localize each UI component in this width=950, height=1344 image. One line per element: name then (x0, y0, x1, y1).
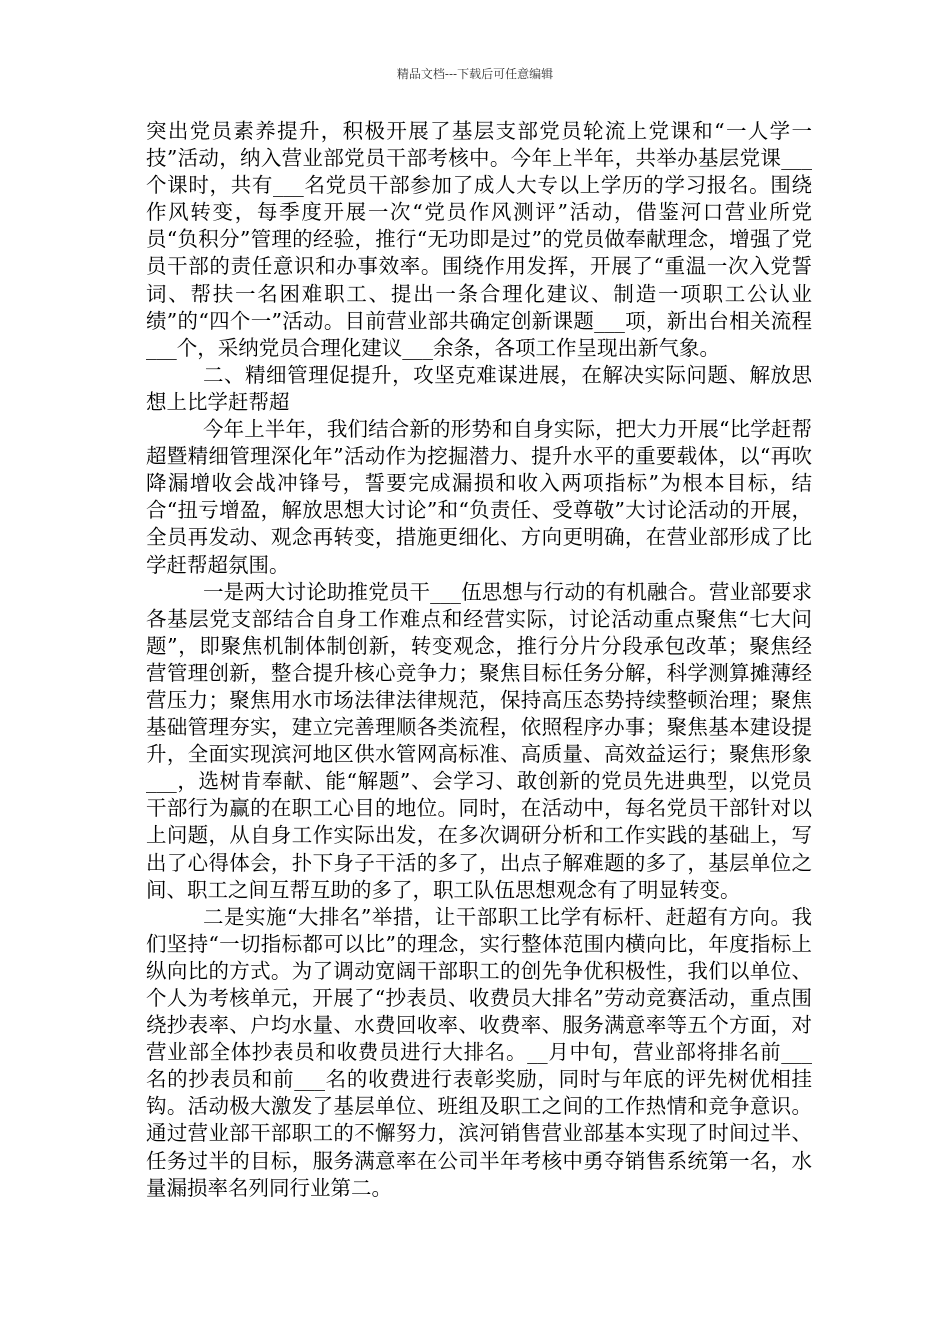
paragraph-two-discussions: 一是两大讨论助推党员干___伍思想与行动的有机融合。营业部要求各基层党支部结合自身工作难点和经营实际，讨论活动重点聚焦“七大问题”，即聚焦机制体制创新，转变观念，推行分片分段承包改革；聚焦经营管理创新，整合提升核心竞争力；聚焦目标任务分解，科学测算摊薄经营压力；聚焦用水市场法律法律规范，保持高压态势持续整顿治理；聚焦基础管理夯实，建立完善理顺各类流程，依照程序办事；聚焦基本建设提升，全面实现滨河地区供水管网高标准、高质量、高效益运行；聚焦形象___，选树肯奉献、能“解题”、会学习、敢创新的党员先进典型，以党员干部行为赢的在职工心目的地位。同时，在活动中，每名党员干部针对以上问题，从自身工作实际出发，在多次调研分析和工作实践的基础上，写出了心得体会，扑下身子干活的多了，出点子解难题的多了，基层单位之间、职工之间互帮互助的多了，职工队伍思想观念有了明显转变。 (146, 579, 812, 902)
section-heading-two: 二、精细管理促提升，攻坚克难谋进展，在解决实际问题、解放思想上比学赶帮超 (146, 362, 812, 414)
paragraph-big-ranking: 二是实施“大排名”举措，让干部职工比学有标杆、赶超有方向。我们坚持“一切指标都可以比”的理念，实行整体范围内横向比，年度指标上纵向比的方式。为了调动宽阔干部职工的创先争优积极性，我们以单位、个人为考核单元，开展了“抄表员、收费员大排名”劳动竞赛活动，重点围绕抄表率、户均水量、水费回收率、收费率、服务满意率等五个方面，对营业部全体抄表员和收费员进行大排名。__月中旬，营业部将排名前___名的抄表员和前___名的收费进行表彰奖励，同时与年底的评先树优相挂钩。活动极大激发了基层单位、班组及职工之间的工作热情和竞争意识。通过营业部干部职工的不懈努力，滨河销售营业部基本实现了时间过半、任务过半的目标，服务满意率在公司半年考核中勇夺销售系统第一名，水量漏损率名列同行业第二。 (146, 904, 812, 1200)
document-body (146, 118, 812, 1202)
paragraph-party-member-quality: 突出党员素养提升，积极开展了基层支部党员轮流上党课和“一人学一技”活动，纳入营业部党员干部考核中。今年上半年，共举办基层党课___个课时，共有___名党员干部参加了成人大专以上学历的学习报名。围绕作风转变，每季度开展一次“党员作风测评”活动，借鉴河口营业所党员“负积分”管理的经验，推行“无功即是过”的党员做奉献理念，增强了党员干部的责任意识和办事效率。围绕作用发挥，开展了“重温一次入党誓词、帮扶一名困难职工、提出一条合理化建议、制造一项职工公认业绩”的“四个一”活动。目前营业部共确定创新课题___项，新出台相关流程___个，采纳党员合理化建议___余条，各项工作呈现出新气象。 (146, 119, 812, 360)
paragraph-first-half-year: 今年上半年，我们结合新的形势和自身实际，把大力开展“比学赶帮超暨精细管理深化年”活动作为挖掘潜力、提升水平的重要载体，以“再吹降漏增收会战冲锋号，誓要完成漏损和收入两项指标”为根本目标，结合“扭亏增盈，解放思想大讨论”和“负责任、受尊敬”大讨论活动的开展，全员再发动、观念再转变，措施更细化、方向更明确，在营业部形成了比学赶帮超氛围。 (146, 417, 812, 577)
page-header-note: 精品文档---下载后可任意编辑 (396, 67, 554, 81)
